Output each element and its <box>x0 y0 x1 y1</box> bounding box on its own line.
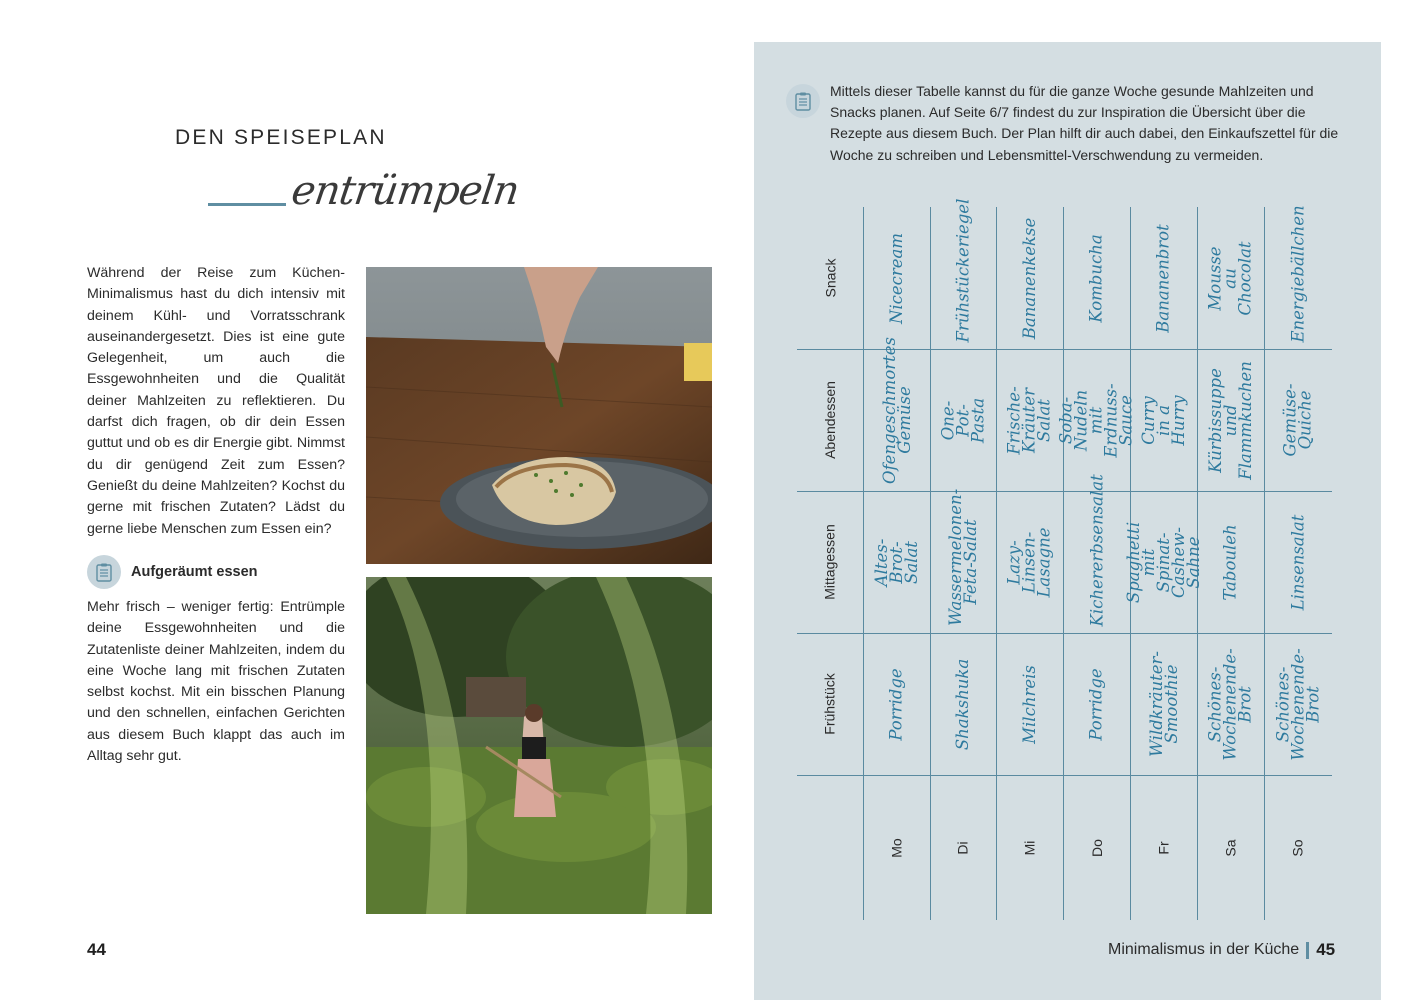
meal-label: Snack <box>821 258 838 298</box>
meal-entry: Bananenkekse <box>1020 217 1040 339</box>
day-label: Do <box>1088 838 1105 857</box>
meal-entry-cell <box>1197 491 1264 633</box>
meal-entry: Wildkräuter-Smoothie <box>1146 651 1181 757</box>
meal-entry: Nicecream <box>887 232 907 324</box>
meal-entry-cell <box>930 198 996 349</box>
table-instructions: Mittels dieser Tabelle kannst du für die ganze Woche gesunde Mahlzeiten und Snacks planen. Auf Seite 6/7 findest du zur Inspiration die Übersicht über die Rezepte aus diesem Buch. Der Plan hilft dir auch dabei, den Einkaufszettel für die Woche zu schreiben und Lebensmittel-Verschwendung zu vermeiden. <box>830 83 1339 163</box>
meal-entry-cell <box>1130 633 1197 775</box>
meal-entry: Mousse au Chocolat <box>1206 240 1256 316</box>
meal-entry-cell <box>1130 207 1197 349</box>
clipboard-icon <box>786 84 820 118</box>
meal-entry: Frühstückeriegel <box>953 198 973 342</box>
meal-entry-cell <box>1063 473 1130 633</box>
meal-entry: Wassermelonen-Feta-Salat <box>946 488 980 626</box>
meal-entry: Porridge <box>1087 667 1106 741</box>
meal-entry: Linsensalat <box>1288 514 1308 610</box>
bread-photo <box>366 267 712 564</box>
meal-entry-cell <box>996 633 1063 775</box>
meal-entry: Altes-Brot-Salat <box>872 538 921 586</box>
day-label-cell <box>1063 775 1130 920</box>
meal-entry-cell <box>996 349 1063 491</box>
meal-entry: One-Pot-Pasta <box>938 397 988 443</box>
day-label-cell <box>1264 775 1332 920</box>
meal-entry: Tabouleh <box>1221 523 1241 601</box>
tip-paragraph: Mehr frisch – weniger fertig: Entrümple deine Essgewohnheiten und die Zutatenliste deiner Mahlzeiten, indem du eine Woche lang mit frischen Zutaten selbst kochst. Mit ein bisschen Planung und den schnellen, einfachen Gerichten aus diesem Buch klappt das auch im Alltag sehr gut. <box>87 599 345 765</box>
meal-entry-cell <box>1124 491 1204 633</box>
meal-entry-cell <box>1057 349 1136 491</box>
meal-label: Frühstück <box>822 673 838 735</box>
garden-photo <box>366 577 712 914</box>
meal-label: Abendessen <box>822 381 838 459</box>
meal-label-cell <box>797 349 863 491</box>
footer <box>1108 940 1335 960</box>
meal-entry-cell <box>1063 633 1130 775</box>
meal-entry: Energiebällchen <box>1288 204 1308 342</box>
meal-entry-cell <box>1197 349 1264 491</box>
meal-entry: Bananenbrot <box>1154 223 1173 333</box>
page-number-left: 44 <box>87 940 106 959</box>
meal-entry: Shakshuka <box>953 658 973 750</box>
day-label-cell <box>863 775 930 920</box>
title-script: entrümpeln <box>288 168 522 214</box>
meal-entry-cell <box>863 336 930 491</box>
day-label: Sa <box>1222 838 1239 857</box>
meal-entry-cell <box>1264 633 1332 775</box>
page-number-right: 45 <box>1316 940 1336 959</box>
meal-entry-cell <box>996 207 1063 349</box>
meal-entry-cell <box>930 349 996 491</box>
meal-entry-cell <box>1264 204 1332 349</box>
meal-entry-cell <box>863 491 930 633</box>
intro-paragraph: Während der Reise zum Küchen-Minimalismus hast du dich intensiv mit deinem Kühl- und Vorratsschrank auseinandergesetzt. Dies ist eine gute Gelegenheit, um auch die Essgewohnheiten und die Qualität deiner Mahlzeiten zu reflektieren. Du darfst dich fragen, ob dir dein Essen guttut und ob es dir Energie gibt. Nimmst du dir genügend Zeit zum Essen? Genießt du deine Mahlzeiten? Kochst du gerne mit frischen Zutaten? Lädst du gerne liebe Menschen zum Essen ein? <box>87 265 345 537</box>
day-label: Di <box>954 840 971 855</box>
meal-label-cell <box>797 207 863 349</box>
meal-entry-cell <box>1130 349 1197 491</box>
meal-entry-cell <box>1197 633 1264 775</box>
meal-entry: Frische-Kräuter Salat <box>1005 385 1055 455</box>
meal-entry-cell <box>1264 491 1332 633</box>
day-label-cell <box>930 775 996 920</box>
meal-entry: Spaghetti mit Spinat-Cashew-Sahne <box>1124 521 1204 603</box>
meal-entry: Kürbissuppe und Flammkuchen <box>1206 360 1255 480</box>
meal-entry: Soba-Nudeln mit Erdnuss-Sauce <box>1057 382 1136 458</box>
meal-entry-cell <box>1264 349 1332 491</box>
meal-entry: Milchreis <box>1020 664 1039 744</box>
meal-entry-cell <box>1197 207 1264 349</box>
meal-entry-cell <box>930 633 996 775</box>
title-underline <box>208 203 286 206</box>
footer-divider <box>1306 942 1309 959</box>
meal-label-cell <box>797 491 863 633</box>
meal-entry: Lazy-Linsen-Lasagne <box>1005 526 1055 598</box>
page-title: DEN SPEISEPLAN <box>175 126 387 149</box>
clipboard-icon <box>87 555 121 589</box>
meal-entry: Schönes-Wochenende-Brot <box>1206 647 1256 761</box>
meal-entry-cell <box>996 491 1063 633</box>
meal-label: Mittagessen <box>822 524 839 600</box>
meal-entry-cell <box>1063 207 1130 349</box>
meal-entry-cell <box>863 207 930 349</box>
meal-label-cell <box>797 633 863 775</box>
day-label: Mi <box>1021 840 1038 855</box>
day-label-cell <box>1130 775 1197 920</box>
meal-entry: Curry in a Hurry <box>1139 394 1188 446</box>
meal-entry: Porridge <box>887 667 906 741</box>
day-label: Fr <box>1155 840 1172 855</box>
day-label: So <box>1290 838 1306 857</box>
chapter-title: Minimalismus in der Küche <box>1108 941 1300 958</box>
day-label: Mo <box>888 837 905 858</box>
meal-entry: Schönes-Wochenende-Brot <box>1273 647 1323 761</box>
meal-entry: Kombucha <box>1087 233 1107 323</box>
meal-entry-cell <box>930 488 996 633</box>
tip-title: Aufgeräumt essen <box>131 564 258 580</box>
meal-plan-table <box>797 198 1332 920</box>
day-label-cell <box>996 775 1063 920</box>
meal-entry: Ofengeschmortes Gemüse <box>879 336 914 484</box>
tip-heading <box>87 555 258 589</box>
meal-entry-cell <box>863 633 930 775</box>
meal-entry: Kichererbsensalat <box>1087 473 1106 626</box>
day-label-cell <box>1197 775 1264 920</box>
meal-entry: Gemüse-Quiche <box>1281 383 1315 457</box>
